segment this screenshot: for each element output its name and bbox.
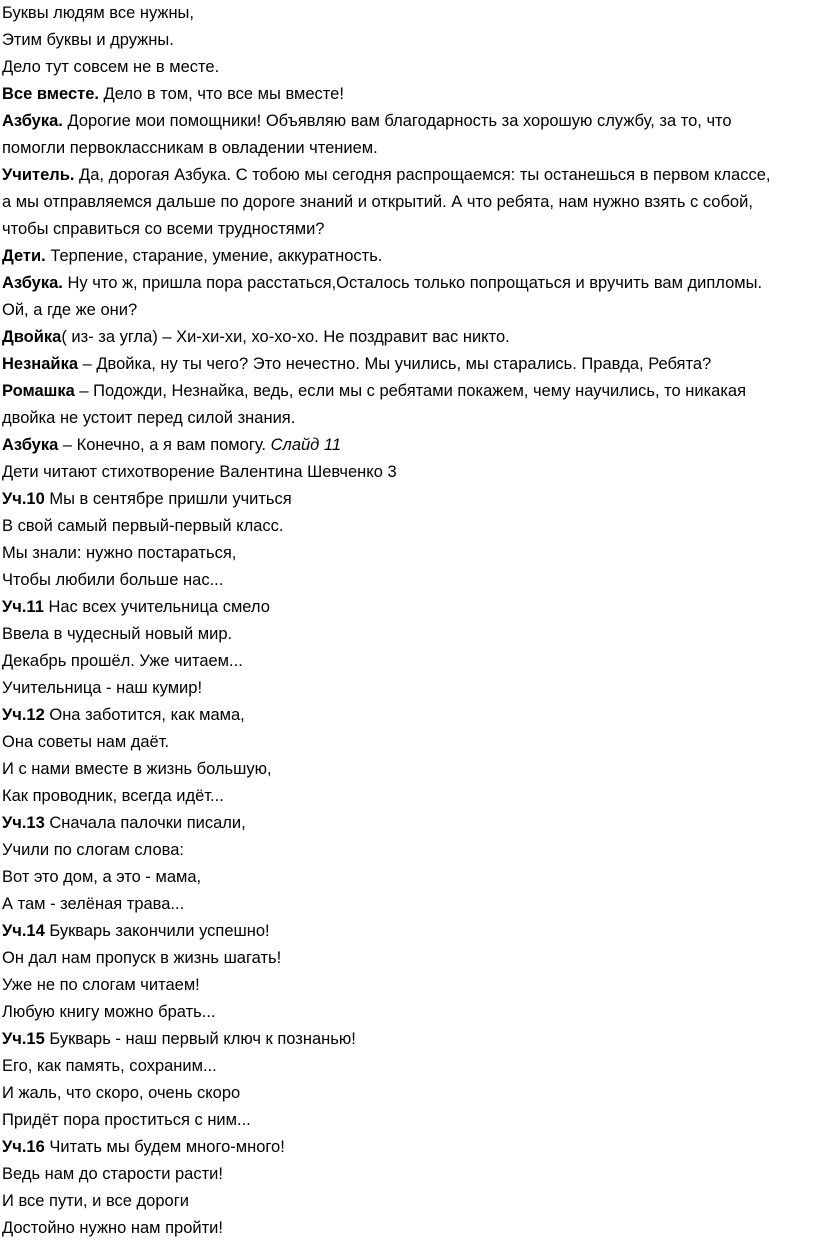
speaker-label: Уч.12: [2, 706, 45, 724]
text-line: [2, 594, 808, 621]
line-text: Сначала палочки писали,: [44, 814, 246, 832]
line-text: – Подожди, Незнайка, ведь, если мы с ребятами покажем, чему научились, то никакая: [74, 382, 747, 400]
text-line: [2, 162, 808, 189]
line-text: Она заботится, как мама,: [44, 706, 245, 724]
text-line: [2, 513, 808, 540]
text-line: [2, 1161, 808, 1188]
text-line: [2, 675, 808, 702]
line-text: помогли первоклассникам в овладении чтением.: [2, 139, 378, 157]
speaker-label: Азбука.: [2, 112, 63, 130]
line-text: Дело в том, что все мы вместе!: [98, 85, 344, 103]
line-text: Ой, а где же они?: [2, 301, 138, 319]
text-line: [2, 864, 808, 891]
speaker-label: Дети.: [2, 247, 46, 265]
text-line: [2, 378, 808, 405]
speaker-label: Незнайка: [2, 355, 79, 373]
text-line: [2, 837, 808, 864]
line-text: Дорогие мои помощники! Объявляю вам благодарность за хорошую службу, за то, что: [62, 112, 732, 130]
line-text: Чтобы любили больше нас...: [2, 571, 224, 589]
text-line: [2, 324, 808, 351]
text-line: [2, 432, 808, 459]
text-line: [2, 999, 808, 1026]
line-text: Она советы нам даёт.: [2, 733, 170, 751]
text-line: [2, 702, 808, 729]
text-line: [2, 945, 808, 972]
line-text: Он дал нам пропуск в жизнь шагать!: [2, 949, 282, 967]
line-text: Букварь закончили успешно!: [44, 922, 270, 940]
text-line: [2, 810, 808, 837]
text-line: [2, 1134, 808, 1161]
text-line: [2, 135, 808, 162]
line-text: Любую книгу можно брать...: [2, 1003, 216, 1021]
slide-note: Слайд 11: [270, 436, 342, 454]
line-text: Мы знали: нужно постараться,: [2, 544, 237, 562]
text-line: [2, 891, 808, 918]
line-text: Терпение, старание, умение, аккуратность.: [45, 247, 383, 265]
text-line: [2, 1026, 808, 1053]
text-line: [2, 459, 808, 486]
line-text: Достойно нужно нам пройти!: [2, 1219, 223, 1237]
speaker-label: Уч.16: [2, 1138, 45, 1156]
line-text: чтобы справиться со всеми трудностями?: [2, 220, 325, 238]
line-text: И все пути, и все дороги: [2, 1192, 189, 1210]
text-line: [2, 270, 808, 297]
speaker-label: Уч.11: [2, 598, 44, 616]
text-line: [2, 540, 808, 567]
line-text: Учительница - наш кумир!: [2, 679, 203, 697]
line-text: Да, дорогая Азбука. С тобою мы сегодня распрощаемся: ты останешься в первом классе,: [74, 166, 771, 184]
text-line: [2, 729, 808, 756]
text-line: [2, 1080, 808, 1107]
speaker-label: Уч.14: [2, 922, 45, 940]
speaker-label: Уч.13: [2, 814, 45, 832]
speaker-label: Азбука.: [2, 274, 63, 292]
text-line: [2, 918, 808, 945]
line-text: Декабрь прошёл. Уже читаем...: [2, 652, 243, 670]
line-text: Уже не по слогам читаем!: [2, 976, 200, 994]
line-text: Букварь - наш первый ключ к познанью!: [44, 1030, 356, 1048]
line-text: ( из- за угла) – Хи-хи-хи, хо-хо-хо. Не поздравит вас никто.: [61, 328, 510, 346]
line-text: Мы в сентябре пришли учиться: [44, 490, 292, 508]
text-line: [2, 243, 808, 270]
line-text: Ввела в чудесный новый мир.: [2, 625, 233, 643]
line-text: – Конечно, а я вам помогу.: [58, 436, 271, 454]
line-text: Как проводник, всегда идёт...: [2, 787, 224, 805]
line-text: Буквы людям все нужны,: [2, 4, 195, 22]
document-page: [2, 0, 808, 1242]
text-line: [2, 0, 808, 27]
line-text: Ведь нам до старости расти!: [2, 1165, 223, 1183]
line-text: Учили по слогам слова:: [2, 841, 184, 859]
line-text: Читать мы будем много-много!: [44, 1138, 285, 1156]
text-line: [2, 1053, 808, 1080]
text-line: [2, 27, 808, 54]
line-text: В свой самый первый-первый класс.: [2, 517, 284, 535]
text-line: [2, 486, 808, 513]
text-line: [2, 567, 808, 594]
line-text: А там - зелёная трава...: [2, 895, 185, 913]
text-line: [2, 1107, 808, 1134]
line-text: Придёт пора проститься с ним...: [2, 1111, 251, 1129]
text-line: [2, 405, 808, 432]
text-line: [2, 189, 808, 216]
text-line: [2, 621, 808, 648]
line-text: Этим буквы и дружны.: [2, 31, 174, 49]
text-line: [2, 783, 808, 810]
line-text: Вот это дом, а это - мама,: [2, 868, 202, 886]
text-line: [2, 81, 808, 108]
text-line: [2, 108, 808, 135]
speaker-label: Двойка: [2, 328, 62, 346]
text-line: [2, 297, 808, 324]
line-text: Его, как память, сохраним...: [2, 1057, 217, 1075]
line-text: Ну что ж, пришла пора расстаться,Осталось только попрощаться и вручить вам дипломы.: [62, 274, 763, 292]
line-text: – Двойка, ну ты чего? Это нечестно. Мы учились, мы старались. Правда, Ребята?: [78, 355, 712, 373]
speaker-label: Ромашка: [2, 382, 75, 400]
text-line: [2, 1215, 808, 1242]
speaker-label: Учитель.: [2, 166, 75, 184]
speaker-label: Все вместе.: [2, 85, 99, 103]
text-line: [2, 1188, 808, 1215]
line-text: И с нами вместе в жизнь большую,: [2, 760, 272, 778]
speaker-label: Уч.10: [2, 490, 45, 508]
text-line: [2, 216, 808, 243]
line-text: Нас всех учительница смело: [43, 598, 270, 616]
speaker-label: Азбука: [2, 436, 59, 454]
line-text: Дело тут совсем не в месте.: [2, 58, 220, 76]
line-text: И жаль, что скоро, очень скоро: [2, 1084, 241, 1102]
speaker-label: Уч.15: [2, 1030, 45, 1048]
line-text: Дети читают стихотворение Валентина Шевченко 3: [2, 463, 397, 481]
text-line: [2, 972, 808, 999]
text-line: [2, 756, 808, 783]
text-line: [2, 648, 808, 675]
text-line: [2, 351, 808, 378]
line-text: а мы отправляемся дальше по дороге знаний и открытий. А что ребята, нам нужно взять с собой,: [2, 193, 753, 211]
line-text: двойка не устоит перед силой знания.: [2, 409, 296, 427]
text-line: [2, 54, 808, 81]
